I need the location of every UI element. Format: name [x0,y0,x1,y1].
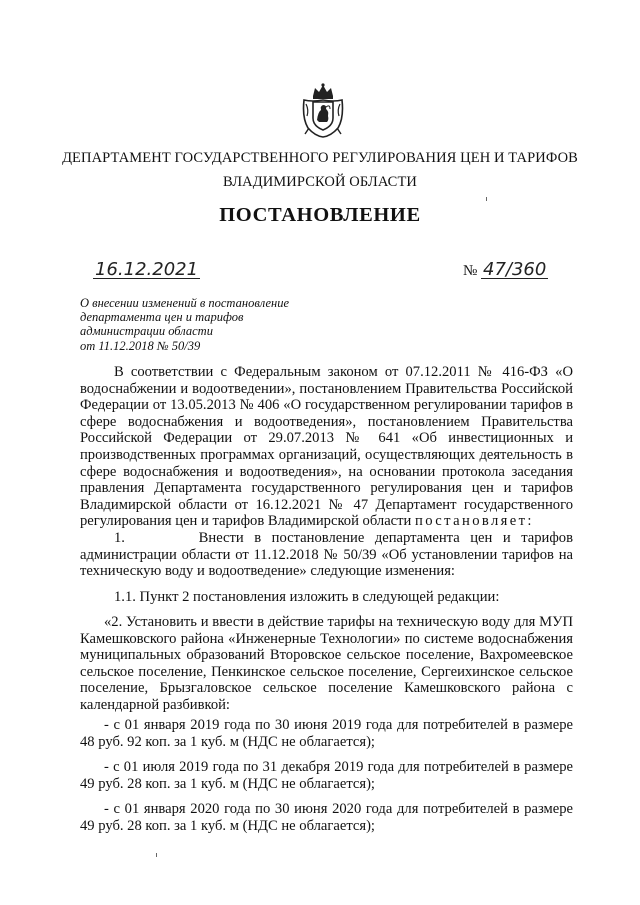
tariff-period-1: - с 01 января 2019 года по 30 июня 2019 года для потребителей в размере 48 руб. 92 коп. за 1 куб. м (НДС не облагается); [80,717,573,750]
subject-line: администрации области [80,324,213,339]
subject-block [80,296,320,353]
subject-line: от 11.12.2018 № 50/39 [80,338,201,353]
coat-of-arms-icon [300,82,346,138]
document-number-value: 47/360 [483,259,547,280]
quoted-item-2-paragraph: «2. Установить и ввести в действие тарифы на техническую воду для МУП Камешковского района «Инженерные Технологии» по системе водоснабжения муниципальных образований Второвское сельское поселение, Вахромеевское сельское поселение, Пенкинское сельское поселение, Сергеихинское сельское поселение, Брызгаловское сельское поселение Камешковского района с календарной разбивкой: [80,614,573,713]
item-1-1-paragraph: 1.1. Пункт 2 постановления изложить в следующей редакции: [114,589,500,605]
subject-line: департамента цен и тарифов [80,310,244,325]
document-number [483,259,546,280]
date-underline [93,278,200,279]
resolves-word: постановляет: [415,513,534,530]
number-underline [481,278,548,279]
scan-mark [156,853,157,857]
item-1-text: Внести в постановление департамента цен и тарифов администрации области от 11.12.2018 № 50/39 «Об установлении тарифов на техническую воду и водоотведение» следующие изменения: [80,530,573,580]
subject-line: О внесении изменений в постановление [80,296,290,310]
preamble-text: В соответствии с Федеральным законом от 07.12.2011 № 416-ФЗ «О водоснабжении и водоотведении», постановлением Правительства Российской Федерации от 13.05.2013 № 406 «О государственном регулировании тарифов в сфере водоснабжения и водоотведения», постановлением Правительства Российской Федерации от 29.07.2013 № 641 «Об инвестиционных и производственных программах организаций, осуществляющих деятельность в сфере водоснабжения и водоотведения», на основании протокола заседания правления Департамента государственного регулирования цен и тарифов Владимирской области от 16.12.2021 № 47 Департамент государственного регулирования цен и тарифов Владимирской области [80,364,573,530]
number-label: № [463,263,478,279]
document-date-value: 16.12.2021 [95,259,199,280]
item-1-number: 1. [114,530,125,546]
tariff-period-3: - с 01 января 2020 года по 30 июня 2020 года для потребителей в размере 49 руб. 28 коп. за 1 куб. м (НДС не облагается); [80,801,573,834]
document-date [95,259,198,280]
scan-mark [486,197,487,201]
department-name-line2: ВЛАДИМИРСКОЙ ОБЛАСТИ [223,174,417,190]
tariff-period-2: - с 01 июля 2019 года по 31 декабря 2019 года для потребителей в размере 49 руб. 28 коп. за 1 куб. м (НДС не облагается); [80,759,573,792]
department-name-line1: ДЕПАРТАМЕНТ ГОСУДАРСТВЕННОГО РЕГУЛИРОВАНИЯ ЦЕН И ТАРИФОВ [62,150,578,166]
document-title: ПОСТАНОВЛЕНИЕ [219,204,421,226]
preamble-paragraph [80,364,573,530]
item-1-paragraph [80,530,573,580]
